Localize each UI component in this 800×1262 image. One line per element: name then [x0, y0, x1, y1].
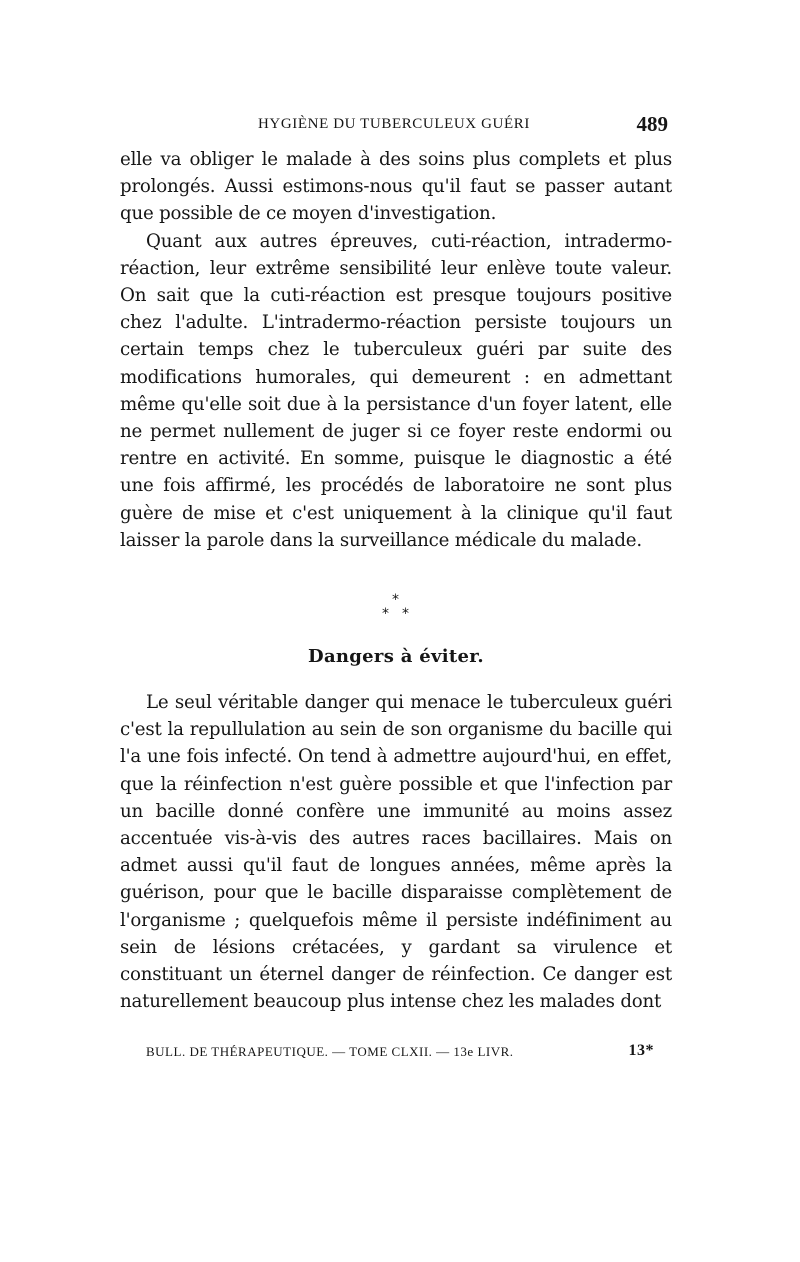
- page-footer: [146, 1042, 672, 1064]
- running-title: HYGIÈNE DU TUBERCULEUX GUÉRI: [258, 116, 530, 132]
- footer-bulletin-reference: BULL. DE THÉRAPEUTIQUE. — TOME CLXII. — 13e LIVR.: [146, 1044, 514, 1059]
- page-body: [120, 108, 672, 1015]
- paragraph-dangers: Le seul véritable danger qui menace le tuberculeux guéri c'est la repullulation au sein de son organisme du bacille qui l'a une fois infecté. On tend à admettre aujourd'hui, en effet, que la réinfection n'est guère possible et que l'infection par un bacille donné confère une immunité au moins assez accentuée vis-à-vis des autres races bacillaires. Mais on admet aussi qu'il faut de longues années, même après la guérison, pour que le bacille disparaisse complètement de l'organisme ; quelquefois même il persiste indéfiniment au sein de lésions crétacées, y gardant sa virulence et constituant un éternel danger de réinfection. Ce danger est naturellement beaucoup plus intense chez les malades dont: [120, 692, 672, 1013]
- running-head: [120, 108, 672, 146]
- asterism-separator: [120, 554, 672, 646]
- asterism-star-top: *: [392, 592, 399, 609]
- paragraph-other-tests: Quant aux autres épreuves, cuti-réaction, intradermo-réaction, leur extrême sensibilité leur enlève toute valeur. On sait que la cuti-réaction est presque toujours positive chez l'adulte. L'intradermo-réaction persiste toujours un certain temps chez le tuberculeux guéri par suite des modifications humorales, qui demeurent : en admettant même qu'elle soit due à la persistance d'un foyer latent, elle ne permet nullement de juger si ce foyer reste endormi ou rentre en activité. En somme, puisque le diagnostic a été une fois affirmé, les procédés de laboratoire ne sont plus guère de mise et c'est uniquement à la clinique qu'il faut laisser la parole dans la surveillance médicale du malade.: [120, 230, 672, 551]
- section-title: Dangers à éviter.: [308, 646, 484, 668]
- asterism-star-right: *: [402, 606, 409, 623]
- footer-signature-mark: 13*: [628, 1042, 654, 1059]
- paragraph-continuation: elle va obliger le malade à des soins plus complets et plus prolongés. Aussi estimons-nous qu'il faut se passer autant que possible de ce moyen d'investigation.: [120, 149, 672, 225]
- page-number: 489: [636, 112, 668, 136]
- asterism-star-left: *: [382, 606, 389, 623]
